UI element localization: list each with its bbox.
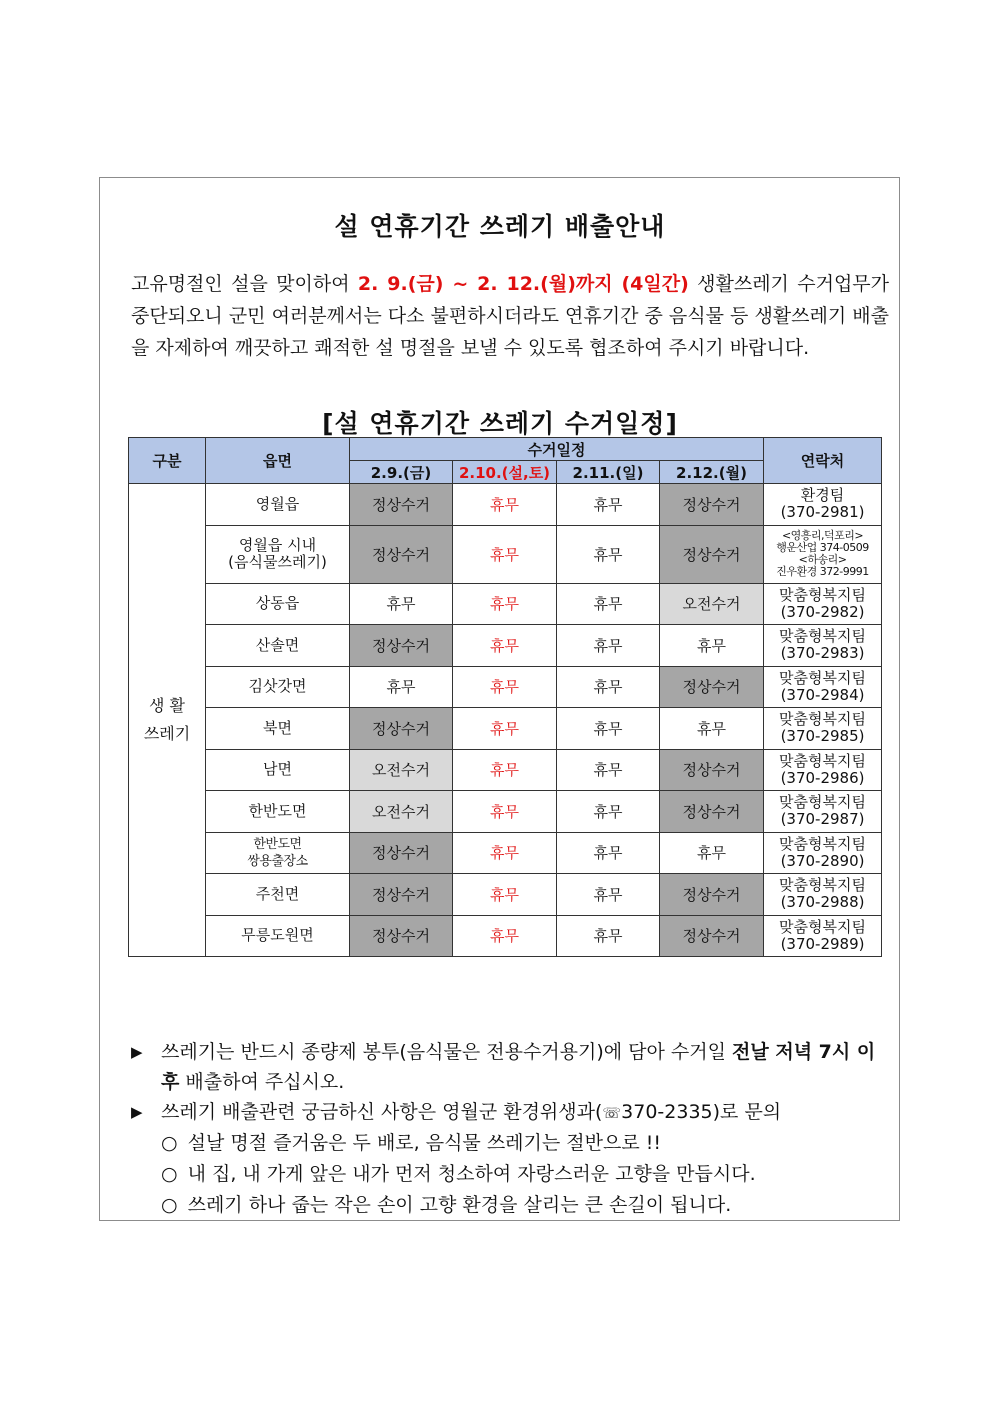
schedule-cell: 정상수거	[350, 708, 453, 750]
note-text: 370-2335)로 문의	[621, 1101, 782, 1123]
table-row	[129, 484, 882, 526]
bullet-triangle-icon: ▶	[131, 1103, 143, 1121]
schedule-cell: 휴무	[453, 625, 557, 667]
sub-note	[131, 1190, 891, 1221]
table-row	[129, 708, 882, 750]
header-category: 구분	[129, 438, 206, 484]
schedule-cell: 정상수거	[660, 874, 764, 916]
sub-note	[131, 1159, 891, 1190]
contact-cell: 맞춤형복지팀 (370-2984)	[764, 666, 882, 708]
note-text: 쓰레기는 반드시 종량제 봉투(음식물은 전용수거용기)에 담아 수거일	[161, 1041, 733, 1063]
schedule-cell: 휴무	[557, 874, 660, 916]
note-emphasis: 전날 저녁 7시 이후	[161, 1041, 876, 1093]
schedule-cell: 정상수거	[660, 791, 764, 833]
contact-cell: 맞춤형복지팀 (370-2986)	[764, 749, 882, 791]
schedule-cell: 휴무	[453, 708, 557, 750]
intro-text-2: 생활쓰레기 수거업무가 중단되오니 군민 여러분께서는 다소 불편하시더라도 연휴기간 중 음식물 등 생활쓰레기 배출을 자제하여 깨끗하고 쾌적한 설 명절을 보낼 수 있도록 협조하여 주시기 바랍니다.	[131, 273, 890, 359]
circle-bullet-icon: ○	[161, 1194, 178, 1216]
intro-text-1: 고유명절인 설을 맞이하여	[131, 273, 358, 295]
contact-cell: 맞춤형복지팀 (370-2988)	[764, 874, 882, 916]
schedule-cell: 휴무	[557, 484, 660, 526]
schedule-cell: 휴무	[453, 583, 557, 625]
table-row	[129, 525, 882, 583]
schedule-cell: 오전수거	[660, 583, 764, 625]
circle-bullet-icon: ○	[161, 1132, 178, 1154]
sub-note-text: 내 집, 내 가게 앞은 내가 먼저 청소하여 자랑스러운 고향을 만듭시다.	[187, 1163, 756, 1185]
schedule-cell: 휴무	[557, 583, 660, 625]
schedule-cell: 휴무	[557, 832, 660, 874]
schedule-cell: 휴무	[350, 583, 453, 625]
schedule-cell: 휴무	[557, 666, 660, 708]
sub-note	[131, 1128, 891, 1159]
table-row	[129, 666, 882, 708]
area-cell: 남면	[206, 749, 350, 791]
table-row	[129, 625, 882, 667]
schedule-cell: 정상수거	[350, 484, 453, 526]
schedule-cell: 휴무	[453, 749, 557, 791]
sub-note-text: 쓰레기 하나 줍는 작은 손이 고향 환경을 살리는 큰 손길이 됩니다.	[187, 1194, 732, 1216]
area-cell: 북면	[206, 708, 350, 750]
schedule-cell: 휴무	[557, 791, 660, 833]
schedule-cell: 휴무	[557, 915, 660, 957]
header-schedule: 수거일정	[350, 438, 764, 461]
schedule-cell: 정상수거	[350, 625, 453, 667]
schedule-cell: 정상수거	[660, 666, 764, 708]
schedule-cell: 휴무	[453, 525, 557, 583]
area-cell: 무릉도원면	[206, 915, 350, 957]
area-cell: 김삿갓면	[206, 666, 350, 708]
schedule-cell: 오전수거	[350, 791, 453, 833]
schedule-cell: 휴무	[453, 484, 557, 526]
header-contact: 연락처	[764, 438, 882, 484]
schedule-cell: 정상수거	[350, 525, 453, 583]
schedule-cell: 휴무	[453, 874, 557, 916]
table-row	[129, 874, 882, 916]
telephone-icon: ☏	[602, 1104, 622, 1122]
schedule-cell: 오전수거	[350, 749, 453, 791]
page-title: 설 연휴기간 쓰레기 배출안내	[334, 212, 666, 241]
header-date: 2.12.(월)	[660, 461, 764, 484]
contact-cell: <영흥리,덕포리> 행운산업 374-0509 <하송리> 진우환경 372-9991	[764, 525, 882, 583]
circle-bullet-icon: ○	[161, 1163, 178, 1185]
schedule-cell: 휴무	[557, 525, 660, 583]
table-row	[129, 915, 882, 957]
schedule-cell: 휴무	[350, 666, 453, 708]
schedule-cell: 휴무	[557, 625, 660, 667]
schedule-cell: 정상수거	[350, 832, 453, 874]
note-item	[131, 1097, 891, 1128]
schedule-cell: 정상수거	[350, 915, 453, 957]
schedule-table	[128, 437, 882, 957]
schedule-cell: 휴무	[660, 832, 764, 874]
contact-cell: 맞춤형복지팀 (370-2890)	[764, 832, 882, 874]
area-cell: 영월읍 시내 (음식물쓰레기)	[206, 525, 350, 583]
sub-note-text: 설날 명절 즐거움은 두 배로, 음식물 쓰레기는 절반으로 !!	[187, 1132, 661, 1154]
table-row	[129, 832, 882, 874]
area-cell: 한반도면	[206, 791, 350, 833]
table-row	[129, 749, 882, 791]
bullet-triangle-icon: ▶	[131, 1043, 143, 1061]
schedule-cell: 정상수거	[660, 525, 764, 583]
contact-cell: 맞춤형복지팀 (370-2985)	[764, 708, 882, 750]
contact-cell: 맞춤형복지팀 (370-2989)	[764, 915, 882, 957]
table-row	[129, 583, 882, 625]
note-text: 쓰레기 배출관련 궁금하신 사항은 영월군 환경위생과(	[161, 1101, 603, 1123]
intro-period: 2. 9.(금) ~ 2. 12.(월)까지 (4일간)	[357, 273, 689, 295]
schedule-cell: 휴무	[660, 625, 764, 667]
schedule-cell: 정상수거	[660, 484, 764, 526]
area-cell: 한반도면 쌍용출장소	[206, 832, 350, 874]
category-cell: 생 활 쓰레기	[129, 484, 206, 957]
schedule-cell: 휴무	[453, 832, 557, 874]
schedule-cell: 휴무	[453, 915, 557, 957]
area-cell: 주천면	[206, 874, 350, 916]
area-cell: 산솔면	[206, 625, 350, 667]
schedule-cell: 휴무	[557, 708, 660, 750]
contact-cell: 환경팀 (370-2981)	[764, 484, 882, 526]
area-cell: 상동읍	[206, 583, 350, 625]
schedule-cell: 정상수거	[660, 749, 764, 791]
header-date: 2.9.(금)	[350, 461, 453, 484]
table-row	[129, 791, 882, 833]
schedule-cell: 정상수거	[660, 915, 764, 957]
header-date: 2.10.(설,토)	[453, 461, 557, 484]
area-cell: 영월읍	[206, 484, 350, 526]
schedule-cell: 정상수거	[350, 874, 453, 916]
schedule-title: [설 연휴기간 쓰레기 수거일정]	[322, 409, 678, 438]
schedule-cell: 휴무	[453, 791, 557, 833]
intro-paragraph	[131, 268, 889, 364]
contact-cell: 맞춤형복지팀 (370-2987)	[764, 791, 882, 833]
schedule-cell: 휴무	[660, 708, 764, 750]
header-date: 2.11.(일)	[557, 461, 660, 484]
header-area: 읍면	[206, 438, 350, 484]
note-item	[131, 1037, 891, 1097]
schedule-cell: 휴무	[557, 749, 660, 791]
notes-section	[131, 1037, 891, 1221]
schedule-cell: 휴무	[453, 666, 557, 708]
contact-cell: 맞춤형복지팀 (370-2983)	[764, 625, 882, 667]
contact-cell: 맞춤형복지팀 (370-2982)	[764, 583, 882, 625]
note-text: 배출하여 주십시오.	[179, 1071, 345, 1093]
